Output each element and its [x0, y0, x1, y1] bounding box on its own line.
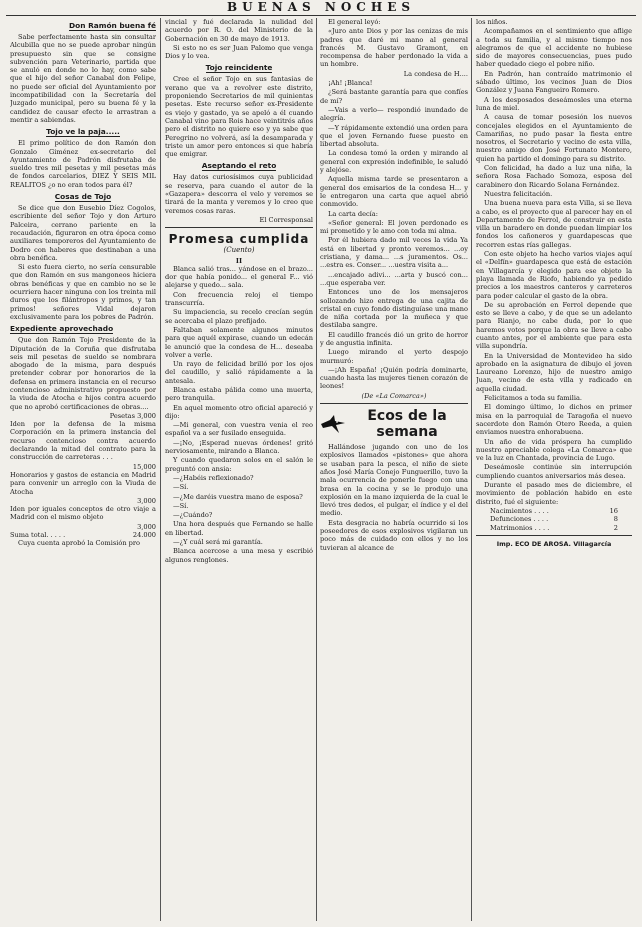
- column-3: [320, 18, 468, 923]
- column-divider: [316, 18, 317, 921]
- story-paragraph: En aquel momento otro oficial apareció y dijo:: [165, 403, 313, 420]
- news-paragraph: A los desposados deseámosles una eterna luna de miel.: [476, 95, 632, 112]
- article-paragraph: Honorarios y gastos de estancia en Madrid para convenir un arreglo con la Viuda de Atocha: [10, 470, 156, 496]
- news-paragraph: En Padrón, han contraído matrimonio el sábado último, los vecinos Juan de Dios González y Juana Fangueiro Romero.: [476, 69, 632, 95]
- story-paragraph: —¿Y cuál será mi garantía.: [173, 538, 263, 547]
- column-2: [165, 18, 313, 923]
- news-paragraph: Con felicidad, ha dado a luz una niña, la señora Rosa Fachado Somoza, esposa del carabinero don Ricardo Solana Fernández.: [476, 164, 632, 189]
- stat-row: Matrimonios . . . . 2: [490, 523, 618, 532]
- news-paragraph: En la Universidad de Montevideo ha sido aprobado en la asignatura de dibujo el joven Laureano Lorenzo, hijo de nuestro amigo Juan, vecino de esta villa y radicado en aquella ciudad.: [476, 351, 632, 393]
- story-paragraph: Entonces uno de los mensajeros sollozando hizo entrega de una cajita de cristal en cuyo fondo distinguíase una mano de niña cortada por la muñeca y que destilaba sangre.: [320, 288, 468, 330]
- news-paragraph: Felicitamos a toda su familia.: [484, 394, 583, 403]
- article-paragraph: Que don Ramón Tojo Presidente de la Diputación de la Coruña que disfrutaba seis mil pesetas de sueldo se nombrara abogado de la misma, para después pretender cobrar por honorarios de la defensa en primera instancia en el recurso contencioso administrativo propuesto por la viuda de Atocha e hijos contra acuerdo que no aprobó certificaciones de obras....: [10, 336, 156, 411]
- story-paragraph: —Vais a verlo— respondió inundado de alegría.: [320, 105, 468, 123]
- story-paragraph: La carta decía:: [328, 209, 378, 218]
- story-paragraph: Blanca estaba pálida como una muerta, pero tranquila.: [165, 385, 313, 403]
- section-heading: Tojo reincidente: [205, 63, 273, 73]
- story-paragraph: La condesa de H....: [403, 69, 468, 78]
- news-paragraph: De su aprobación en Ferrol depende que esto se lleve a cabo, y de que se un adelanto para Rianjo, no cabe duda, por lo que haremos votos porque la obra se lleve a cabo cuanto antes, por el ambiente que para esta villa supondría.: [476, 300, 632, 351]
- story-paragraph: Por él hubiera dado mil veces la vida Ya está en libertad y pronto veremos... ...oy cristiana, y dama... ...s juramentos. Os... ...estra es. Conser... ...uestra visita a...: [320, 236, 468, 270]
- stat-row: Defunciones . . . . 8: [490, 515, 618, 524]
- story-source: (De «La Comarca»): [361, 391, 427, 400]
- news-paragraph: Deseámosle continúe sin interrupción cumpliendo cuantos aniversarios más desea.: [476, 463, 632, 480]
- article-paragraph: vincial y fué declarada la nulidad del acuerdo por R. O. del Ministerio de la Gobernación en 30 de mayo de 1913.: [165, 18, 313, 43]
- story-paragraph: —¿Me daréis vuestra mano de esposa?: [173, 492, 303, 501]
- stat-row: Nacimientos . . . . 16: [490, 506, 618, 515]
- account-amount: 15,000: [132, 462, 156, 471]
- column-4: [476, 18, 632, 923]
- news-paragraph: Una buena nueva para esta Villa, si se lleva a cabo, es el proyecto que al parecer hay en el Departamento de Ferrol, de construir en esta villa un baradero en donde puedan limpiar los fondos los cañoneros y guardapescas que recorren estas rías gallegas.: [476, 199, 632, 249]
- article-paragraph: Hay datos curiosísimos cuya publicidad se reserva, para cuando el autor de la «Gazapera» descorra el velo y veremos se tirará de la manta y veremos y lo creo que veremos cosas raras.: [165, 173, 313, 215]
- news-paragraph: Nuestra felicitación.: [484, 189, 553, 198]
- news-paragraph: Esta desgracia no habría ocurrido si los poseedores de esos explosivos vigilaran un poco más de cuidado con ellos y no los tuvieran al alcance de: [320, 518, 468, 552]
- account-amount: 3,000: [137, 522, 156, 531]
- ecos-title: Ecos de la semana: [367, 408, 447, 441]
- news-paragraph: Durante el pasado mes de diciembre, el movimiento de población habido en este distrito, fué el siguiente:: [476, 481, 632, 506]
- masthead-rule: [6, 15, 636, 16]
- article-paragraph: Cuya cuenta aprobó la Comisión pro: [18, 539, 141, 548]
- story-paragraph: —Sí.: [173, 483, 189, 492]
- section-heading: Cosas de Tojo: [54, 192, 112, 202]
- article-paragraph: Iden por iguales conceptos de otro viaje a Madrid con el mismo objeto: [10, 505, 156, 522]
- column-divider: [471, 18, 472, 921]
- ecos-heading: [320, 408, 468, 440]
- story-paragraph: Una hora después que Fernando se halle en libertad.: [165, 520, 313, 537]
- story-paragraph: Con frecuencia reloj el tiempo transcurría.: [165, 290, 313, 308]
- news-paragraph: Un año de vida próspera ha cumplido nuestro apreciable colega «La Comarca» que ve la luz en Chantada, provincia de Lugo.: [476, 437, 632, 463]
- story-subtitle: (Cuento): [223, 246, 255, 255]
- news-paragraph: Acompañamos en el sentimiento que aflige a toda su familia, y al mismo tiempo nos alegramos de que el accidente no hubiese sido de mayores consecuencias, pues pudo haber quedado ciego el pobre niño.: [476, 27, 632, 69]
- section-heading: Expediente aprovechado: [10, 324, 114, 334]
- news-paragraph: Hallándose jugando con uno de los explosivos llamados «pistones» que ahora se usaban para la pesca, el niño de siete años José María Conejo Funguerillo, tuvo la mala ocurrencia de ponerle fuego con una brasa en la cocina y se le produjo una explosión en la mano izquierda de la cual le llevó tres dedos, el pulgar, el índice y el del medio.: [320, 443, 468, 518]
- article-paragraph: Se dice que don Eusebio Díez Cogolos, escribiente del señor Tojo y don Arturo Palceira, cerrano pariente en la recaudación, figuraron en otra época como auxiliares temporeros del Ayuntamiento de Dodro con haberes que destinaban a una obra benéfica.: [10, 204, 156, 262]
- article-paragraph: Si esto no es ser Juan Palomo que venga Dios y lo vea.: [165, 43, 313, 61]
- account-amount: 3,000: [137, 496, 156, 505]
- article-paragraph: El primo político de don Ramón don Gonzalo Giménez ex-secretario del Ayuntamiento de Padrón disfrutaba de sueldo tres mil pesetas y mil pesetas más de fondos carcelarios, DIEZ Y SEIS MIL REALITOS ¿o no eran todos para él?: [10, 139, 156, 189]
- news-paragraph: A causa de tomar posesión los nuevos concejales elegidos en el Ayuntamiento de Camariñas, no pudo pasar la fiesta entre nosotros, el Secretario y vecino de esta villa, nuestro amigo don José Fortunato Montero, quien ha partido el domingo para su distrito.: [476, 113, 632, 163]
- article-paragraph: Cree el señor Tojo en sus fantasias de verano que va a revolver este distrito, proponiendo Secretarios de mil quinientas pesetas. Este recurso señor ex-Presidente es viejo y gastado, ya se apeló a él cuando Canabal vino para Rois hace veintitrés años pero el distrito no quiere eso y ya sabe que Peregrino no volverá, así la desamparada y triste un amor pero entonces si que habría que emigrar.: [165, 75, 313, 159]
- story-paragraph: «Juro ante Dios y por las cenizas de mis padres que daré mi mano al general francés M. Gustavo Gramont, en recompensa de haber perdonado la vida a un hombre.: [320, 27, 468, 69]
- news-paragraph: los niños.: [476, 18, 508, 26]
- story-paragraph: —¿Habéis reflexionado?: [173, 473, 254, 482]
- story-paragraph: —¡No, ¡Esperad nuevas órdenes! gritó nerviosamente, mirando a Blanca.: [165, 438, 313, 456]
- story-paragraph: —Y rápidamente extendió una orden para que el joven Fernando fuese puesto en libertad absoluta.: [320, 123, 468, 149]
- story-paragraph: El general leyó:: [328, 18, 381, 26]
- column-1: [10, 18, 156, 923]
- story-paragraph: La condesa tomó la orden y mirando al general con expresión indefinible, le saludó y alejóse.: [320, 149, 468, 175]
- news-paragraph: El domingo último, lo dichos en primer misa en la parroquial de Taragoña el nuevo sacerdote don Ramón Otero Reeda, a quien enviamos nuestra enhorabuena.: [476, 403, 632, 437]
- story-paragraph: Y cuando quedaron solos en el salón le preguntó con ansia:: [165, 456, 313, 473]
- story-paragraph: «Señor general: El joven perdonado es mi prometido y le amo con toda mi alma.: [320, 218, 468, 236]
- section-heading: Tojo ve la paja.....: [46, 127, 120, 137]
- section-rule: [165, 227, 313, 228]
- news-paragraph: Con este objeto ha hecho varios viajes aquí el «Delfín» guardapesca que está de estación en Villagarcía y elegido para ese objeto la playa llamada de Riofo, habiendo ya pedido precios a los maestros canteros y carreteros para poder calcular el gasto de la obra.: [476, 250, 632, 300]
- section-rule: [476, 535, 632, 536]
- section-heading: Don Ramón buena fé: [69, 21, 156, 30]
- story-paragraph: Aquella misma tarde se presentaron a general dos emisarios de la condesa H... y le entregaron una carta que aquel abrió conmovido.: [320, 175, 468, 209]
- story-paragraph: —Mi general, con vuestra venia el reo español va a ser fusilado enseguida.: [165, 421, 313, 438]
- imprint: Imp. ECO DE AROSA. Villagarcía: [496, 539, 612, 548]
- story-paragraph: El caudillo francés dió un grito de horror y de angustia infinita.: [320, 330, 468, 347]
- story-paragraph: —¿Cuándo?: [173, 511, 213, 520]
- story-paragraph: Blanca salió tras... yándose en el brazo... dor que había ponido... el general F... vió alejarse y quedo... sala.: [165, 264, 313, 290]
- masthead: BUENAS NOCHES: [227, 0, 415, 14]
- story-paragraph: ¿Será bastante garantía para que confíes de mí?: [320, 88, 468, 105]
- story-paragraph: ¡Ah! ¡Blanca!: [328, 79, 373, 88]
- article-paragraph: Iden por la defensa de la misma Corporación en la primera instancia del recurso contencioso contra acuerdo declarando la mitad del contrato para la construcción de carreteras . . .: [10, 420, 156, 462]
- swallow-icon: [320, 413, 346, 435]
- article-paragraph: Si esto fuera cierto, no sería censurable que don Ramón en sus mangoneos hiciera obras benéficas y que en cambio no se le ocurriera hacer ninguna con los treinta mil duros que los filántropos y primos, y tan primos! señores Vidal dejaron exclusivamente para los pobres de Padrón.: [10, 263, 156, 321]
- story-part: II: [235, 256, 243, 265]
- column-divider: [160, 18, 161, 921]
- story-paragraph: Blanca acercose a una mesa y escribió algunos renglones.: [165, 547, 313, 564]
- story-title: Promesa cumplida: [168, 232, 310, 247]
- story-paragraph: —Sí.: [173, 501, 189, 510]
- story-paragraph: ...encajado adivi... ...arta y buscó con... ...que esperaba ver.: [320, 270, 468, 287]
- signature: El Corresponsal: [259, 215, 313, 224]
- article-paragraph: Sabe perfectamente hasta sin consultar Alcubilla que no se puede aprobar ningún presupuesto sin que se consigne subvención para Veterinario, partida que se anuló en donde no lo hay, como sabe que el hijo del señor Canabal don Felipe, no puede ser oficial del Ayuntamiento por incompatibilidad con la Secretaría del Juzgado municipal, pero su buena fé y la candidez de causar efecto le arrastran a mentir a sabiendas.: [10, 33, 156, 124]
- story-paragraph: Su impaciencia, su recelo crecían según se acercaba el plazo prefijado.: [165, 308, 313, 325]
- section-heading: Aseptando el reto: [201, 161, 277, 171]
- account-total: Suma total. . . . . 24.000: [10, 531, 156, 540]
- section-rule: [320, 403, 468, 404]
- story-paragraph: —¡Ah España! ¡Quién podría dominarte, cuando hasta las mujeres tienen corazón de leones!: [320, 365, 468, 391]
- story-paragraph: Un rayo de felicidad brilló por los ojos del caudillo, y salió rápidamente a la antesala.: [165, 360, 313, 385]
- story-paragraph: Luego mirando el yerto despojo murmuró:: [320, 348, 468, 365]
- story-paragraph: Faltaban solamente algunos minutos para que aquél expirase, cuando un edecán le anunció que la condesa de H... deseaba volver a verle.: [165, 325, 313, 359]
- account-line: Pesetas 3,000: [109, 411, 156, 420]
